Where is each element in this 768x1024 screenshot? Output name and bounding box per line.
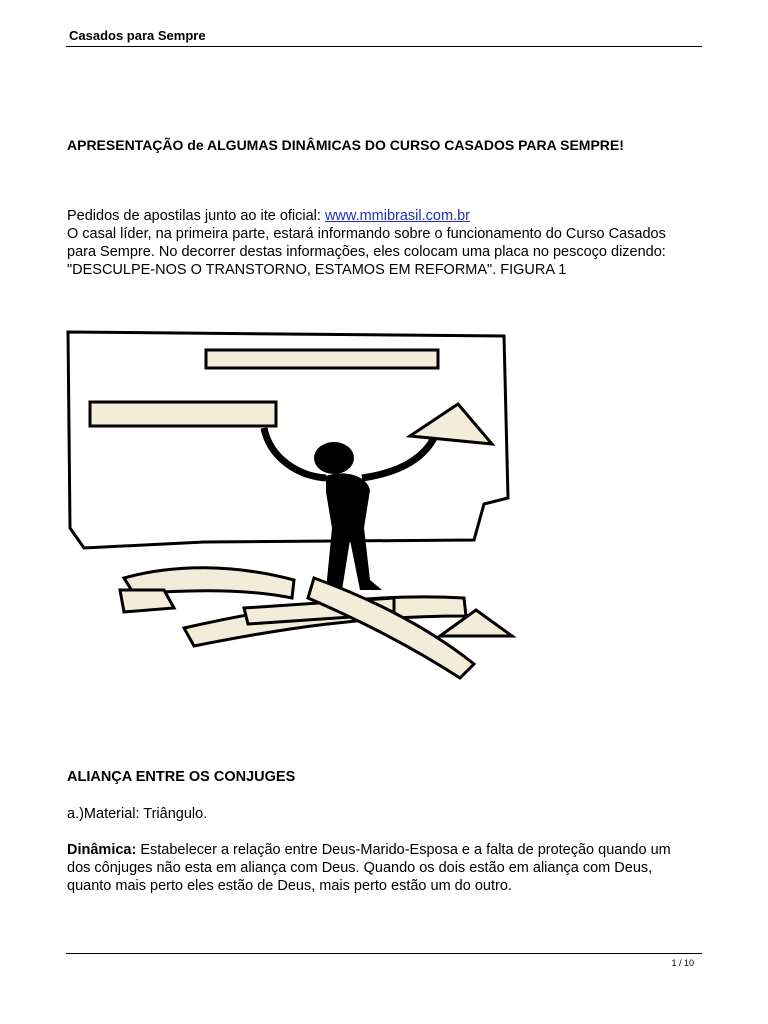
plank-5 bbox=[120, 590, 174, 612]
section-title: ALIANÇA ENTRE OS CONJUGES bbox=[67, 769, 296, 785]
dinamica-line: quanto mais perto eles estão de Deus, mais perto estão um do outro. bbox=[67, 878, 512, 894]
intro-line: para Sempre. No decorrer destas informações, eles colocam uma placa no pescoço dizendo: bbox=[67, 244, 666, 260]
page-header bbox=[66, 26, 702, 47]
dinamica-line-first bbox=[67, 841, 707, 859]
dinamica-line: dos cônjuges não esta em aliança com Deus. Quando os dois estão em aliança com Deus, bbox=[67, 860, 653, 876]
sign-top bbox=[206, 350, 438, 368]
intro-line: "DESCULPE-NOS O TRANSTORNO, ESTAMOS EM REFORMA". FIGURA 1 bbox=[67, 262, 567, 278]
sign-left bbox=[90, 402, 276, 426]
intro-prefix: Pedidos de apostilas junto ao ite oficial: bbox=[67, 208, 325, 224]
material-line: a.)Material: Triângulo. bbox=[67, 806, 208, 822]
intro-paragraph bbox=[67, 207, 697, 279]
header-title: Casados para Sempre bbox=[69, 28, 206, 43]
document-title: APRESENTAÇÃO de ALGUMAS DINÂMICAS DO CURSO CASADOS PARA SEMPRE! bbox=[67, 137, 624, 153]
dinamica-first-text: Estabelecer a relação entre Deus-Marido-Esposa e a falta de proteção quando um bbox=[136, 842, 671, 858]
official-site-link[interactable]: www.mmibrasil.com.br bbox=[324, 208, 470, 224]
figure-1-illustration bbox=[64, 328, 524, 688]
page-footer bbox=[66, 953, 702, 968]
dinamica-paragraph bbox=[67, 841, 707, 895]
page-number: 1 / 10 bbox=[671, 958, 694, 968]
dinamica-label: Dinâmica: bbox=[67, 842, 137, 858]
intro-line-link bbox=[67, 207, 697, 225]
intro-line: O casal líder, na primeira parte, estará informando sobre o funcionamento do Curso Casados bbox=[67, 226, 666, 242]
figure-head bbox=[314, 442, 354, 474]
